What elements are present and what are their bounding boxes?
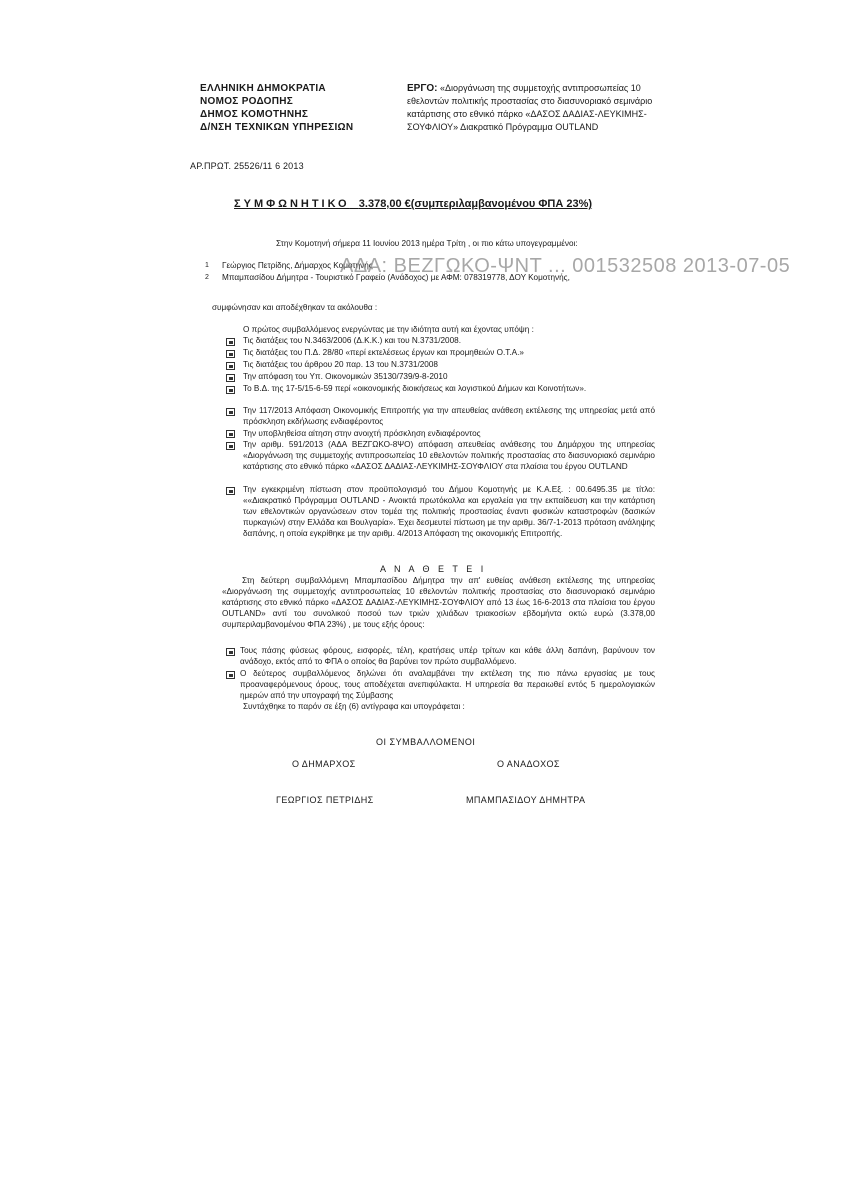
issuer-block <box>200 82 353 134</box>
party-2: Μπαμπασίδου Δήμητρα - Τουριστικό Γραφείο (Ανάδοχος) με ΑΦΜ: 078319778, ΔΟΥ Κομοτηνής, <box>222 273 570 282</box>
bullet-icon <box>226 350 235 358</box>
issuer-line: ΝΟΜΟΣ ΡΟΔΟΠΗΣ <box>200 96 294 107</box>
bullet-icon <box>226 408 235 416</box>
protocol-number: ΑΡ.ΠΡΩΤ. 25526/11 6 2013 <box>190 161 304 171</box>
list-item: Την απόφαση του Υπ. Οικονομικών 35130/739/9-8-2010 <box>243 372 448 381</box>
signatories-heading: ΟΙ ΣΥΜΒΑΛΛΟΜΕΝΟΙ <box>376 737 476 747</box>
list-item: Τις διατάξεις του Π.Δ. 28/80 «περί εκτελέσεως έργων και προμηθειών Ο.Τ.Α.» <box>243 348 524 357</box>
mayor-name: ΓΕΩΡΓΙΟΣ ΠΕΤΡΙΔΗΣ <box>276 795 374 805</box>
award-paragraph: Στη δεύτερη συμβαλλόμενη Μπαμπασίδου Δήμητρα την απ' ευθείας ανάθεση εκτέλεσης της υπηρεσίας «Διοργάνωση της συμμετοχής αντιπροσωπείας 10 εθελοντών πολιτικής προστασίας στο διασυνοριακό σεμινάριο κατάρτισης στο εθνικό πάρκο «ΔΑΣΟΣ ΔΑΔΙΑΣ-ΛΕΥΚΙΜΗΣ-ΣΟΥΦΛΙΟΥ από 13 έως 16-6-2013 στα πλαίσια του έργου OUTLAND» αντί του συνολικού ποσού των τριών χιλιάδων τριακοσίων εβδομήντα οκτώ ευρώ (3.378,00 συμπεριλαμβανομένου ΦΠΑ 23%) , με τους εξής όρους: <box>222 576 655 629</box>
bullet-icon <box>226 362 235 370</box>
issuer-line: ΕΛΛΗΝΙΚΗ ΔΗΜΟΚΡΑΤΙΑ <box>200 83 326 94</box>
bullet-icon <box>226 487 235 495</box>
term-item: Ο δεύτερος συμβαλλόμενος δηλώνει ότι αναλαμβάνει την εκτέλεση της πιο πάνω εργασίας με τους προαναφερόμενους όρους, τους αποδέχεται ανεπιφύλακτα. Η υπηρεσία θα περαιωθεί εντός 5 ημερολογιακών ημερών από την υπογραφή της Σύμβασης <box>240 669 655 700</box>
agreed-line: συμφώνησαν και αποδέχθηκαν τα ακόλουθα : <box>212 303 378 312</box>
party-number: 1 <box>205 262 209 269</box>
list-item: Την αριθμ. 591/2013 (ΑΔΑ ΒΕΖΓΩΚΟ-8ΨΟ) απόφαση απευθείας ανάθεσης του Δημάρχου της υπηρεσίας «Διοργάνωση της συμμετοχής αντιπροσωπείας 10 εθελοντών πολιτικής προστασίας στο διασυνοριακό σεμινάριο κατάρτισης στο εθνικό πάρκο «ΔΑΣΟΣ ΔΑΔΙΑΣ-ΛΕΥΚΙΜΗΣ-ΣΟΥΦΛΙΟΥ στα πλαίσια του έργου OUTLAND <box>243 440 655 471</box>
bullet-icon <box>226 374 235 382</box>
mayor-role: Ο ΔΗΜΑΡΧΟΣ <box>292 759 356 769</box>
awards-heading: Α Ν Α Θ Ε Τ Ε Ι <box>380 564 487 574</box>
intro-paragraph: Στην Κομοτηνή σήμερα 11 Ιουνίου 2013 ημέρα Τρίτη , οι πιο κάτω υπογεγραμμένοι: <box>276 239 578 248</box>
title-amount: 3.378,00 €(συμπεριλαμβανομένου ΦΠΑ 23%) <box>358 198 593 210</box>
contractor-name: ΜΠΑΜΠΑΣΙΔΟΥ ΔΗΜΗΤΡΑ <box>466 795 586 805</box>
bullet-icon <box>226 386 235 394</box>
bullet-icon <box>226 338 235 346</box>
bullet-icon <box>226 430 235 438</box>
first-party-line: Ο πρώτος συμβαλλόμενος ενεργώντας με την ιδιότητα αυτή και έχοντας υπόψη : <box>243 325 534 334</box>
title-word: ΣΥΜΦΩΝΗΤΙΚΟ <box>234 198 350 210</box>
project-text: «Διοργάνωση της συμμετοχής αντιπροσωπείας 10 εθελοντών πολιτικής προστασίας στο διασυνοριακό σεμινάριο κατάρτισης στο εθνικό πάρκο «ΔΑΣΟΣ ΔΑΔΙΑΣ-ΛΕΥΚΙΜΗΣ-ΣΟΥΦΛΙΟΥ» Διακρατικό Πρόγραμμα OUTLAND <box>407 83 653 132</box>
list-item: Την 117/2013 Απόφαση Οικονομικής Επιτροπής για την απευθείας ανάθεση εκτέλεσης της υπηρεσίας μετά από πρόσκληση εκδήλωσης ενδιαφέροντος <box>243 406 655 426</box>
bullet-icon <box>226 671 235 679</box>
copies-line: Συντάχθηκε το παρόν σε έξη (6) αντίγραφα και υπογράφεται : <box>243 702 465 711</box>
bullet-icon <box>226 648 235 656</box>
list-item: Την υποβληθείσα αίτηση στην ανοιχτή πρόσκληση ενδιαφέροντος <box>243 429 481 438</box>
contractor-role: Ο ΑΝΑΔΟΧΟΣ <box>497 759 560 769</box>
list-item: Το Β.Δ. της 17-5/15-6-59 περί «οικονομικής διοικήσεως και λογιστικού Δήμων και Κοινοτήτων». <box>243 384 587 393</box>
list-item: Την εγκεκριμένη πίστωση στον προϋπολογισμό του Δήμου Κομοτηνής με Κ.Α.Εξ. : 00.6495.35 με τίτλο: ««Διακρατικό Πρόγραμμα OUTLAND - Ανοικτά πρωτόκολλα και εργαλεία για την εκπαίδευση και την κατάρτιση των εθελοντικών οργανώσεων στον τομέα της πολιτικής προστασίας έναντι φυσικών καταστροφών (δασικών πυρκαγιών) στην Ελλάδα και Βουλγαρία». Έχει δεσμευτεί πίστωση με την αριθμ. 36/7-1-2013 πρόταση ανάληψης δαπάνης, η οποία εγκρίθηκε με την αριθμ. 4/2013 Απόφαση της οικονομικής Επιτροπής. <box>243 485 655 538</box>
issuer-line: Δ/ΝΣΗ ΤΕΧΝΙΚΩΝ ΥΠΗΡΕΣΙΩΝ <box>200 122 354 133</box>
document-title <box>234 198 592 210</box>
list-item: Τις διατάξεις του Ν.3463/2006 (Δ.Κ.Κ.) και του Ν.3731/2008. <box>243 336 461 345</box>
party-number: 2 <box>205 274 209 281</box>
project-block <box>407 82 657 134</box>
list-item: Τις διατάξεις του άρθρου 20 παρ. 13 του Ν.3731/2008 <box>243 360 438 369</box>
party-1: Γεώργιος Πετρίδης, Δήμαρχος Κομοτηνής <box>222 261 373 270</box>
term-item: Τους πάσης φύσεως φόρους, εισφορές, τέλη, κρατήσεις υπέρ τρίτων και κάθε άλλη δαπάνη, βαρύνουν τον ανάδοχο, εκτός από το ΦΠΑ ο οποίος θα βαρύνει τον πρώτο συμβαλλόμενο. <box>240 646 655 666</box>
bullet-icon <box>226 442 235 450</box>
issuer-line: ΔΗΜΟΣ ΚΟΜΟΤΗΝΗΣ <box>200 109 309 120</box>
registry-watermark: ΑΔΑ: ΒΕΖΓΩΚΟ-ΨΝΤ ... 001532508 2013-07-05 <box>340 255 791 277</box>
project-label: ΕΡΓΟ: <box>407 83 438 94</box>
